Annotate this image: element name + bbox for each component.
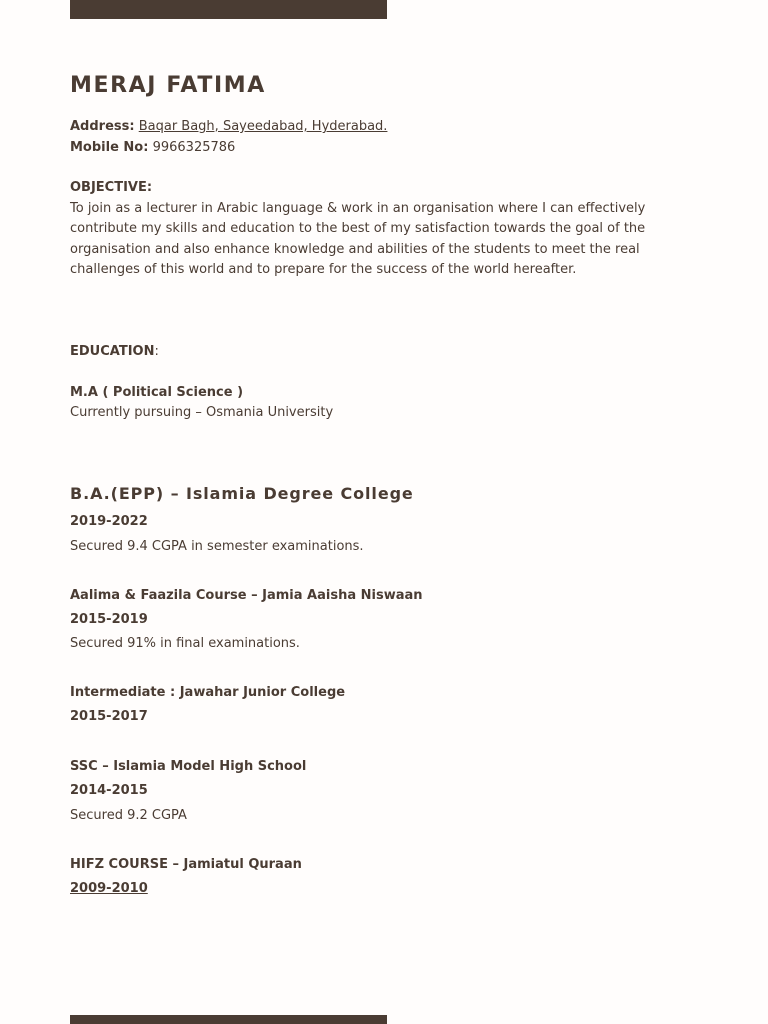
education-heading xyxy=(70,342,159,362)
objective-heading: OBJECTIVE: xyxy=(70,180,153,195)
ma-title: M.A ( Political Science ) xyxy=(70,385,244,400)
hifz-years: 2009-2010 xyxy=(70,881,148,896)
education-heading-label: EDUCATION xyxy=(70,344,155,359)
intermediate-title: Intermediate : Jawahar Junior College xyxy=(70,685,346,700)
aalima-detail: Secured 91% in final examinations. xyxy=(70,636,300,651)
aalima-title: Aalima & Faazila Course – Jamia Aaisha Niswaan xyxy=(70,588,423,603)
mobile-value: 9966325786 xyxy=(152,140,236,155)
intermediate-years: 2015-2017 xyxy=(70,709,148,724)
ssc-detail: Secured 9.2 CGPA xyxy=(70,808,187,823)
ssc-years: 2014-2015 xyxy=(70,783,148,798)
mobile-label: Mobile No: xyxy=(70,140,149,155)
top-decorative-bar xyxy=(70,0,387,19)
objective-text: To join as a lecturer in Arabic language & work in an organisation where I can effectively contribute my skills and education to the best of my satisfaction towards the goal of the organisation and also enhance knowledge and abilities of the students to meet the real challenges of this world and to prepare for the success of the world hereafter. xyxy=(70,201,646,278)
address-value: Baqar Bagh, Sayeedabad, Hyderabad. xyxy=(138,119,388,134)
education-heading-colon: : xyxy=(154,344,159,359)
hifz-title: HIFZ COURSE – Jamiatul Quraan xyxy=(70,857,302,872)
ba-years: 2019-2022 xyxy=(70,514,148,529)
mobile-line xyxy=(70,138,235,158)
address-label: Address: xyxy=(70,119,135,134)
address-line xyxy=(70,117,387,137)
ba-title: B.A.(EPP) – Islamia Degree College xyxy=(70,484,414,503)
candidate-name: MERAJ FATIMA xyxy=(70,73,266,98)
ma-detail: Currently pursuing – Osmania University xyxy=(70,405,334,420)
ba-detail: Secured 9.4 CGPA in semester examinations. xyxy=(70,539,364,554)
ssc-title: SSC – Islamia Model High School xyxy=(70,759,307,774)
aalima-years: 2015-2019 xyxy=(70,612,148,627)
bottom-decorative-bar xyxy=(70,1015,387,1024)
